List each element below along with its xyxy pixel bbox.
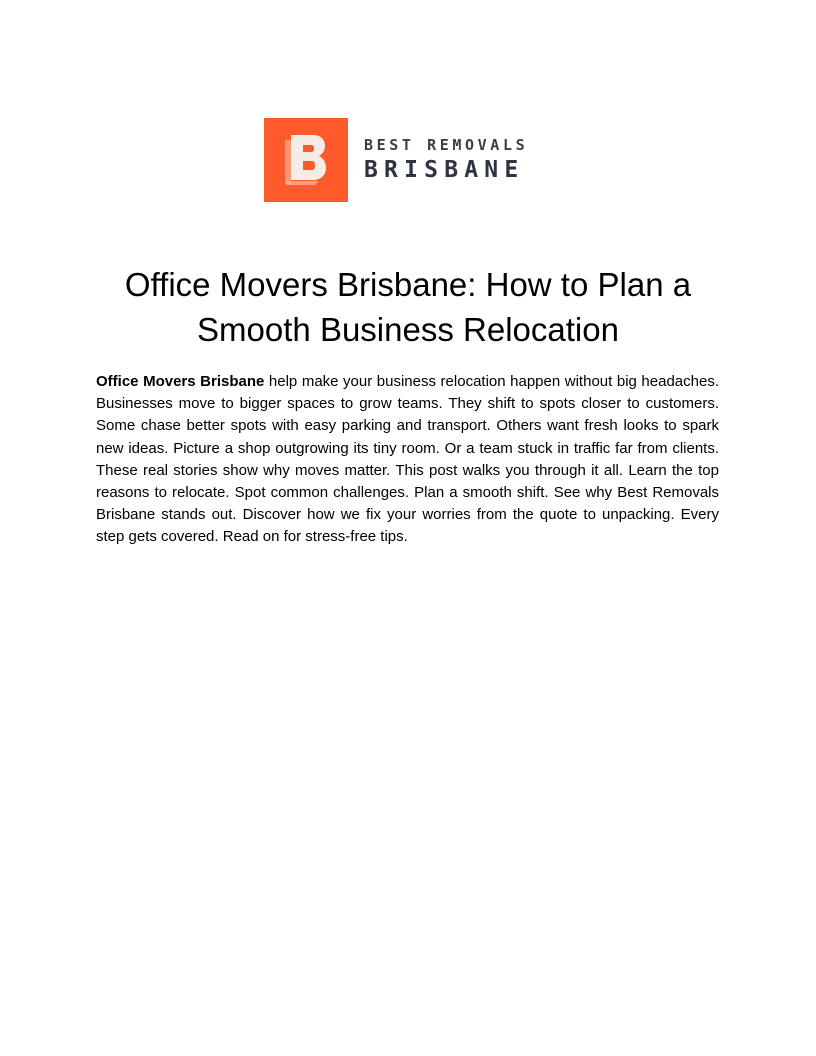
logo-wordmark-top: BEST REMOVALS xyxy=(364,136,529,154)
brand-logo xyxy=(264,118,556,202)
title-line-1: Office Movers Brisbane: How to Plan a xyxy=(124,266,692,303)
logo-wordmark-bottom: BRISBANE xyxy=(364,157,525,183)
intro-keyword: Office Movers Brisbane xyxy=(96,373,265,390)
intro-body-text: help make your business relocation happen without big headaches. Businesses move to bigger spaces to grow teams. They shift to spots closer to customers. Some chase better spots with easy parking and transport. Others want fresh looks to spark new ideas. Picture a shop outgrowing its tiny room. Or a team stuck in traffic far from clients. These real stories show why moves matter. This post walks you through it all. Learn the top reasons to relocate. Spot common challenges. Plan a smooth shift. See why Best Removals Brisbane stands out. Discover how we fix your worries from the quote to unpacking. Every step gets covered. Read on for stress-free tips. xyxy=(96,373,719,546)
logo-wordmark xyxy=(364,136,556,186)
title-line-2: Smooth Business Relocation xyxy=(197,311,619,348)
intro-paragraph xyxy=(96,371,719,549)
document-title xyxy=(96,262,720,352)
logo-mark-icon xyxy=(264,118,348,202)
